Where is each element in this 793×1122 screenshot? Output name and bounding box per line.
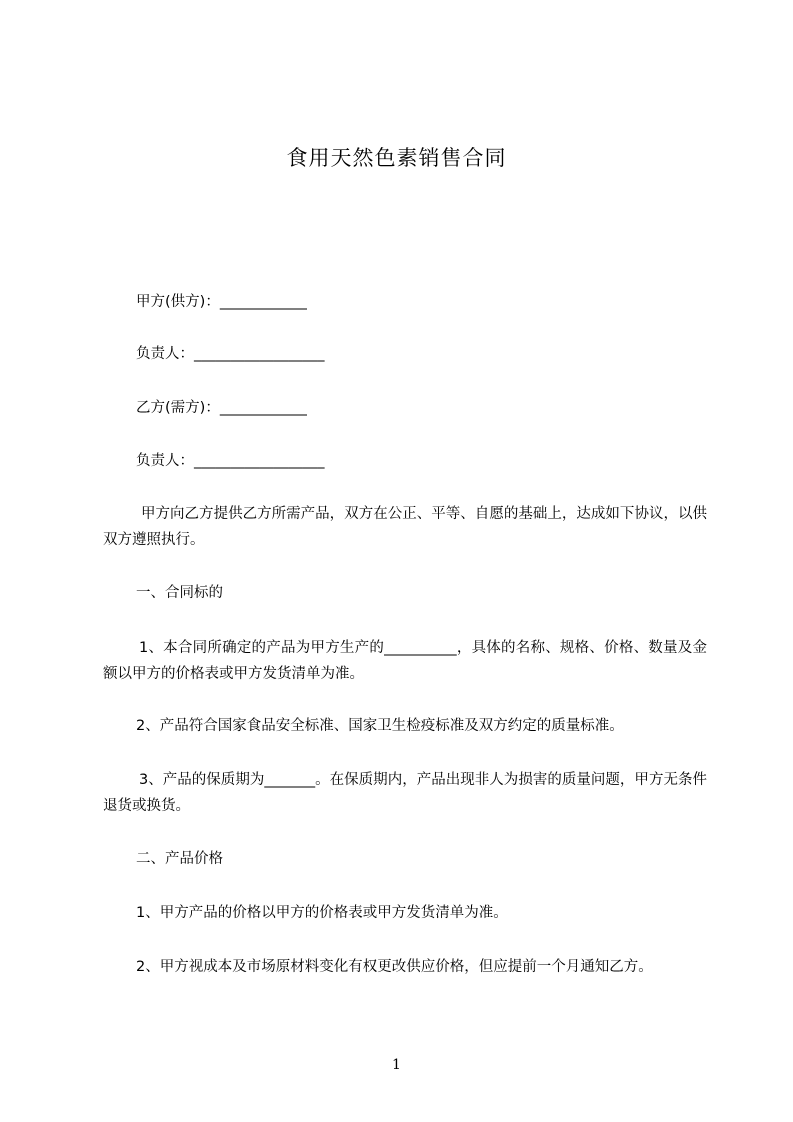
party-a-responsible-field: 负责人：__________________ xyxy=(136,346,325,362)
page-number: 1 xyxy=(392,1057,401,1073)
clause-paragraph: 3、产品的保质期为_______。在保质期内，产品出现非人为损害的质量问题，甲方无条件退货或换货。 xyxy=(103,772,707,814)
party-b-field: 乙方(需方)：____________ xyxy=(136,400,307,416)
party-a-field: 甲方(供方)：____________ xyxy=(136,294,307,310)
clause-paragraph: 2、产品符合国家食品安全标准、国家卫生检疫标准及双方约定的质量标准。 xyxy=(136,718,624,734)
party-b-responsible-field: 负责人：__________________ xyxy=(136,453,325,469)
document-title: 食用天然色素销售合同 xyxy=(286,146,507,170)
clause-paragraph: 2、甲方视成本及市场原材料变化有权更改供应价格，但应提前一个月通知乙方。 xyxy=(136,959,653,975)
clause-paragraph: 1、甲方产品的价格以甲方的价格表或甲方发货清单为准。 xyxy=(136,905,508,921)
section-heading: 一、合同标的 xyxy=(136,585,223,601)
section-heading: 二、产品价格 xyxy=(136,851,223,867)
clause-paragraph: 1、本合同所确定的产品为甲方生产的__________，具体的名称、规格、价格、数量及金额以甲方的价格表或甲方发货清单为准。 xyxy=(103,640,707,682)
intro-paragraph: 甲方向乙方提供乙方所需产品，双方在公正、平等、自愿的基础上，达成如下协议，以供双方遵照执行。 xyxy=(103,506,707,548)
